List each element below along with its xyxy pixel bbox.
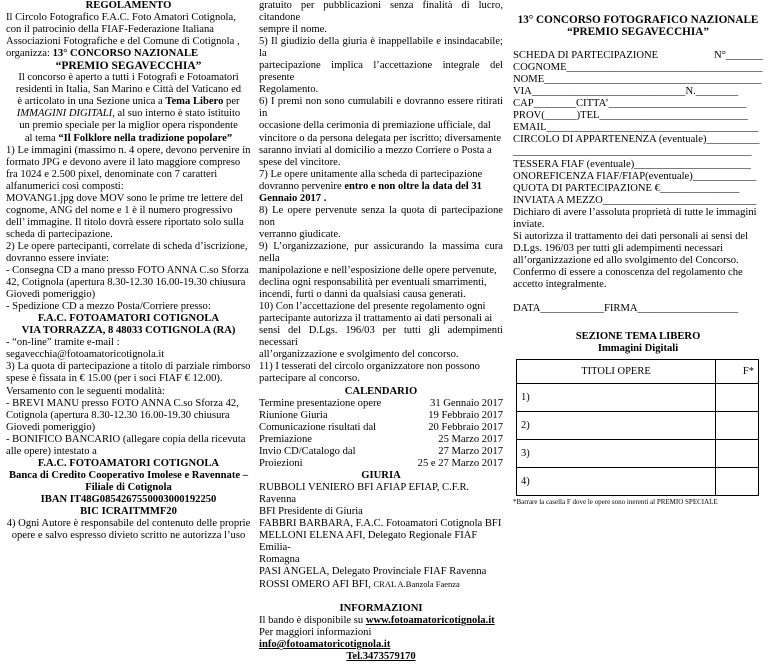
giuria-member: MELLONI ELENA AFI, Delegato Regionale FIAF Emilia- bbox=[259, 530, 478, 554]
calendario-label: Termine presentazione opere bbox=[259, 397, 382, 409]
rule-line: dovranno essere inviate: bbox=[6, 252, 109, 264]
giuria-list bbox=[259, 482, 503, 578]
rule-7-date: Gennaio 2017 . bbox=[259, 192, 327, 204]
rule-line: cognome, ANG del nome e 1 è il numero progressivo bbox=[6, 204, 233, 216]
f-header: F* bbox=[716, 360, 759, 384]
giuria-last bbox=[259, 578, 503, 591]
f-checkbox-cell[interactable] bbox=[716, 440, 759, 468]
rule-line: 4) Ogni Autore è responsabile del contenuto delle proprie bbox=[6, 518, 251, 530]
declaration-line: all’organizzazione ed allo svolgimento del Concorso. bbox=[513, 254, 739, 266]
desc-line-3-end: per bbox=[223, 96, 240, 108]
rule-line: 11) I tesserati del circolo organizzatore non possono bbox=[259, 361, 480, 373]
desc-line-6-text: al tema bbox=[24, 132, 59, 144]
rule-line: formato JPG e devono avere il lato maggiore compreso bbox=[6, 156, 241, 168]
calendario-row bbox=[259, 458, 503, 470]
form-field[interactable]: PROV(______)TEL____________________________ bbox=[513, 110, 748, 122]
bic: BIC ICRAITMMF20 bbox=[80, 505, 177, 517]
rule-line: spese del vincitore. bbox=[259, 156, 341, 168]
form-field[interactable]: CAP________CITTA’__________________________ bbox=[513, 98, 747, 110]
spacer bbox=[513, 291, 763, 303]
rule-line: scheda di partecipazione. bbox=[6, 228, 113, 240]
calendario-row bbox=[259, 446, 503, 458]
calendario-label: Proiezioni bbox=[259, 457, 303, 469]
scheda-number-field[interactable]: N°_______ bbox=[714, 50, 763, 62]
rule-line: alfanumerici così composti: bbox=[6, 180, 124, 192]
rule-line: - BREVI MANU presso FOTO ANNA C.so Sforza 42, bbox=[6, 397, 239, 409]
spacer bbox=[513, 315, 763, 331]
giuria-member: Romagna bbox=[259, 554, 300, 566]
declaration-line: Si autorizza il trattamento dei dati personali ai sensi del bbox=[513, 230, 749, 242]
rule-line: manipolazione e nell’esposizione delle opere pervenute, bbox=[259, 265, 497, 277]
form-fields bbox=[513, 62, 763, 207]
rule-line: 8) Le opere pervenute senza la quota di partecipazione non bbox=[259, 204, 503, 228]
calendario-date: 25 Marzo 2017 bbox=[438, 433, 503, 445]
rule-line: - Consegna CD a mano presso FOTO ANNA C.so Sforza bbox=[6, 265, 249, 277]
info-line-2-text: Per maggiori informazioni bbox=[259, 627, 372, 639]
calendario-date: 31 Gennaio 2017 bbox=[430, 397, 503, 409]
intro-line: Associazioni Fotografiche e del Comune di Cotignola , bbox=[6, 36, 240, 48]
rule-line: partecipazione implica l’accettazione integrale del presente bbox=[259, 60, 503, 84]
intro-paragraph bbox=[6, 12, 251, 48]
sezione-title: SEZIONE TEMA LIBERO bbox=[575, 331, 701, 343]
organizza-prefix: organizza: bbox=[6, 48, 53, 60]
regolamento-heading: REGOLAMENTO bbox=[85, 0, 172, 11]
rule-line: 3) La quota di partecipazione a titolo di parziale rimborso bbox=[6, 361, 251, 373]
opere-row bbox=[517, 412, 759, 440]
rule-line: Regolamento. bbox=[259, 84, 319, 96]
f-checkbox-cell[interactable] bbox=[716, 384, 759, 412]
intro-line: Il Circolo Fotografico F.A.C. Foto Amatori Cotignola, bbox=[6, 12, 236, 24]
rule-line: Cotignola (apertura 8.30-12.30 16.00-19.30 chiusura bbox=[6, 409, 230, 421]
rules-1-2 bbox=[6, 145, 251, 314]
opere-row bbox=[517, 384, 759, 412]
rule-line: 42, Cotignola (apertura 8.30-12.30 16.00-19.30 chiusura bbox=[6, 277, 246, 289]
declaration-line: Confermo di essere a conoscenza del regolamento che bbox=[513, 266, 743, 278]
form-field[interactable]: ONOREFICENZA FIAF/FIAP(eventuale)____________ bbox=[513, 170, 757, 182]
calendario-row bbox=[259, 398, 503, 410]
rule-line: partecipante autorizza il trattamento ai dati personali ai bbox=[259, 313, 493, 325]
opere-row bbox=[517, 440, 759, 468]
form-field[interactable]: EMAIL________________________________________ bbox=[513, 122, 759, 134]
desc-line-5: un premio speciale per la miglior opera rispondente bbox=[19, 120, 238, 132]
website-link[interactable]: www.fotoamatoricotignola.it bbox=[365, 615, 495, 627]
opere-table-header bbox=[517, 360, 759, 384]
fac-name: F.A.C. FOTOAMATORI COTIGNOLA bbox=[37, 313, 220, 325]
desc-line-6 bbox=[6, 133, 251, 145]
rule-line: opere e salvo espresso divieto scritto ne autorizza l’uso bbox=[11, 530, 246, 542]
rule-line: sensi del D.Lgs. 196/03 per tutti gli adempimenti necessari bbox=[259, 325, 503, 349]
desc-line-4-text: , al suo interno è stato istituito bbox=[112, 108, 241, 120]
email-link[interactable]: info@fotoamatoricotignola.it bbox=[259, 639, 391, 651]
form-field[interactable]: COGNOME_____________________________________ bbox=[513, 62, 763, 74]
spacer bbox=[259, 591, 503, 603]
folklore-theme-text: “Il Folklore nella tradizione popolare” bbox=[58, 132, 233, 144]
giuria-member: RUBBOLI VENIERO BFI AFIAP EFIAP, C.F.R. Ravenna bbox=[259, 481, 470, 505]
scheda-label: SCHEDA DI PARTECIPAZIONE bbox=[513, 50, 659, 62]
rule-line: 2) Le opere partecipanti, correlate di scheda d’iscrizione, bbox=[6, 240, 248, 252]
bank-line-2: Filiale di Cotignola bbox=[85, 481, 172, 493]
sezione-subtitle: Immagini Digitali bbox=[597, 343, 679, 355]
giuria-member: FABBRI BARBARA, F.A.C. Fotoamatori Cotignola BFI bbox=[259, 518, 502, 530]
rule-line: Giovedì pomeriggio) bbox=[6, 421, 96, 433]
declaration-line: inviate. bbox=[513, 218, 545, 230]
calendario-date: 27 Marzo 2017 bbox=[438, 445, 503, 457]
data-firma-field[interactable]: DATA____________FIRMA___________________ bbox=[513, 303, 739, 315]
giuria-member-club: CRAL A.Banzola Faenza bbox=[373, 579, 460, 590]
titoli-opere-header: TITOLI OPERE bbox=[517, 360, 716, 384]
tema-libero-text: Tema Libero bbox=[165, 96, 224, 108]
rule-line: sempre il nome. bbox=[259, 24, 327, 36]
info-line-1 bbox=[259, 615, 503, 627]
premio-title: “PREMIO SEGAVECCHIA” bbox=[55, 60, 202, 73]
regolamento-column-2 bbox=[259, 0, 503, 663]
footnote: *Barrare la casella F dove le opere sono inerenti al PREMIO SPECIALE bbox=[513, 498, 718, 507]
rule-line: partecipare al concorso. bbox=[259, 373, 360, 385]
form-title: 13° CONCORSO FOTOGRAFICO NAZIONALE bbox=[517, 14, 759, 26]
opere-row bbox=[517, 468, 759, 496]
intro-line: con il patrocinio della FIAF-Federazione Italiana bbox=[6, 24, 214, 36]
desc-line-3-text: è articolato in una Sezione unica a bbox=[17, 96, 166, 108]
calendario-row bbox=[259, 410, 503, 422]
declaration-line: accetto integralmente. bbox=[513, 278, 607, 290]
giuria-title: GIURIA bbox=[361, 469, 401, 481]
online-label: - “on-line” tramite e-mail : bbox=[6, 337, 120, 349]
rule-line: all’organizzazione e svolgimento del concorso. bbox=[259, 349, 459, 361]
opere-title-cell[interactable]: 3) bbox=[517, 440, 716, 468]
rule-line: fra 1024 e 2.500 pixel, denominate con 7 caratteri bbox=[6, 168, 218, 180]
rule-7-deadline bbox=[259, 181, 503, 193]
entry-form-column bbox=[513, 0, 763, 543]
calendario-label: Comunicazione risultati dal bbox=[259, 421, 377, 433]
rule-line: 5) Il giudizio della giuria è inappellabile e insindacabile; la bbox=[259, 36, 503, 60]
declaration-line: Dichiaro di avere l’assoluta proprietà di tutte le immagini bbox=[513, 206, 757, 218]
rule-line: verranno giudicate. bbox=[259, 228, 341, 240]
rule-line: - Spedizione CD a mezzo Posta/Corriere presso: bbox=[6, 301, 211, 313]
form-field[interactable]: NOME_________________________________________ bbox=[513, 74, 762, 86]
desc-line-2: residenti in Italia, San Marino e Città del Vaticano ed bbox=[15, 84, 242, 96]
iban: IBAN IT48G0854267550003000192250 bbox=[40, 493, 217, 505]
rule-7-text: dovranno pervenire bbox=[259, 180, 345, 192]
form-subtitle: “PREMIO SEGAVECCHIA” bbox=[567, 26, 709, 39]
calendario-label: Premiazione bbox=[259, 433, 312, 445]
bank-account-name: F.A.C. FOTOAMATORI COTIGNOLA bbox=[37, 457, 220, 469]
form-field[interactable]: QUOTA DI PARTECIPAZIONE €_______________ bbox=[513, 182, 740, 194]
giuria-member: PASI ANGELA, Delegato Provinciale FIAF Ravenna bbox=[259, 566, 487, 578]
rule-line: MOVANG1.jpg dove MOV sono le prime tre lettere del bbox=[6, 192, 244, 204]
rule-line: 1) Le immagini (massimo n. 4 opere, devono pervenire in bbox=[6, 144, 251, 156]
f-checkbox-cell[interactable] bbox=[716, 412, 759, 440]
calendario-title: CALENDARIO bbox=[344, 385, 418, 397]
informazioni-title: INFORMAZIONI bbox=[339, 603, 423, 615]
rule-line: dell’ immagine. Il titolo dovrà essere riportato solo sulla bbox=[6, 216, 244, 228]
form-field[interactable]: CIRCOLO DI APPARTENENZA (eventuale)__________ bbox=[513, 134, 760, 146]
calendario-label: Riunione Giuria bbox=[259, 409, 328, 421]
spacer-top bbox=[513, 0, 763, 14]
calendario-date: 20 Febbraio 2017 bbox=[428, 421, 503, 433]
desc-line-1: Il concorso è aperto a tutti i Fotografi e Fotoamatori bbox=[18, 72, 239, 84]
rule-line: alle opere) intestato a bbox=[6, 445, 97, 457]
calendario-date: 19 Febbraio 2017 bbox=[428, 409, 503, 421]
rules-4-7 bbox=[259, 0, 503, 181]
opere-title-cell[interactable]: 2) bbox=[517, 412, 716, 440]
rule-line: saranno inviati al domicilio a mezzo Corriere o Posta a bbox=[259, 144, 492, 156]
opere-table bbox=[516, 359, 759, 496]
rule-line: 6) I premi non sono cumulabili e dovranno essere ritirati in bbox=[259, 96, 503, 120]
rules-8-11 bbox=[259, 205, 503, 386]
giuria-member: BFI Presidente di Giuria bbox=[259, 505, 363, 517]
form-field[interactable]: TESSERA FIAF (eventuale)______________________ bbox=[513, 158, 751, 170]
opere-rows bbox=[517, 384, 759, 496]
form-field[interactable]: VIA_____________________________N.________ bbox=[513, 86, 739, 98]
fac-address: VIA TORRAZZA, 8 48033 COTIGNOLA (RA) bbox=[21, 325, 236, 337]
f-checkbox-cell[interactable] bbox=[716, 468, 759, 496]
concorso-title: 13° CONCORSO NAZIONALE bbox=[52, 48, 199, 60]
form-field[interactable]: _____________________________________________ bbox=[513, 146, 752, 158]
scheda-row bbox=[513, 50, 763, 62]
declaration bbox=[513, 207, 763, 291]
rule-line: spese è fissata in € 15.00 (per i soci FIAF € 12.00). bbox=[6, 373, 223, 385]
declaration-line: D.Lgs. 196/03 per tutti gli adempimenti necessari bbox=[513, 242, 724, 254]
opere-title-cell[interactable]: 1) bbox=[517, 384, 716, 412]
rule-line: vincitore o da persona delegata per iscritto; diversamente bbox=[259, 132, 502, 144]
online-email: segavecchia@fotoamatoricotignola.it bbox=[6, 349, 165, 361]
rule-line: Versamento con le seguenti modalità: bbox=[6, 385, 165, 397]
rule-7-deadline-bold: entro e non oltre la data del 31 bbox=[344, 180, 482, 192]
desc-line-3 bbox=[6, 96, 251, 108]
rule-line: Giovedì pomeriggio) bbox=[6, 289, 96, 301]
rule-line: 7) Le opere unitamente alla scheda di partecipazione bbox=[259, 168, 483, 180]
rule-line: declina ogni responsabilità per eventuali smarrimenti, bbox=[259, 277, 487, 289]
calendario-row bbox=[259, 434, 503, 446]
rule-line: - BONIFICO BANCARIO (allegare copia della ricevuta bbox=[6, 433, 246, 445]
rule-4 bbox=[6, 518, 251, 542]
giuria-member: ROSSI OMERO AFI BFI, bbox=[259, 579, 374, 591]
immagini-digitali-text: IMMAGINI DIGITALI bbox=[16, 108, 113, 120]
calendario-list bbox=[259, 398, 503, 470]
info-line-1-text: Il bando è disponibile su bbox=[259, 615, 366, 627]
rule-3 bbox=[6, 361, 251, 457]
rule-line: incendi, furti o danni da qualsiasi causa generati. bbox=[259, 289, 466, 301]
rule-line: gratuito per pubblicazioni senza finalità di lucro, citandone bbox=[259, 0, 503, 24]
calendario-date: 25 e 27 Marzo 2017 bbox=[417, 457, 503, 469]
opere-title-cell[interactable]: 4) bbox=[517, 468, 716, 496]
spacer bbox=[513, 38, 763, 50]
info-line-2 bbox=[259, 627, 503, 651]
rule-line: 10) Con l’accettazione del presente regolamento ogni bbox=[259, 301, 486, 313]
organizza-line bbox=[6, 48, 251, 60]
telephone: Tel.3473579170 bbox=[346, 651, 416, 663]
bank-line-1: Banca di Credito Cooperativo Imolese e Ravennate – bbox=[8, 469, 249, 481]
rule-line: 9) L’organizzazione, pur assicurando la massima cura nella bbox=[259, 240, 503, 264]
desc-line-4 bbox=[6, 108, 251, 120]
form-field[interactable]: INVIATA A MEZZO_____________________________ bbox=[513, 194, 757, 206]
calendario-label: Invio CD/Catalogo dal bbox=[259, 445, 356, 457]
regolamento-column-1 bbox=[6, 0, 251, 543]
rule-line: occasione della cerimonia di premiazione ufficiale, dal bbox=[259, 120, 491, 132]
calendario-row bbox=[259, 422, 503, 434]
